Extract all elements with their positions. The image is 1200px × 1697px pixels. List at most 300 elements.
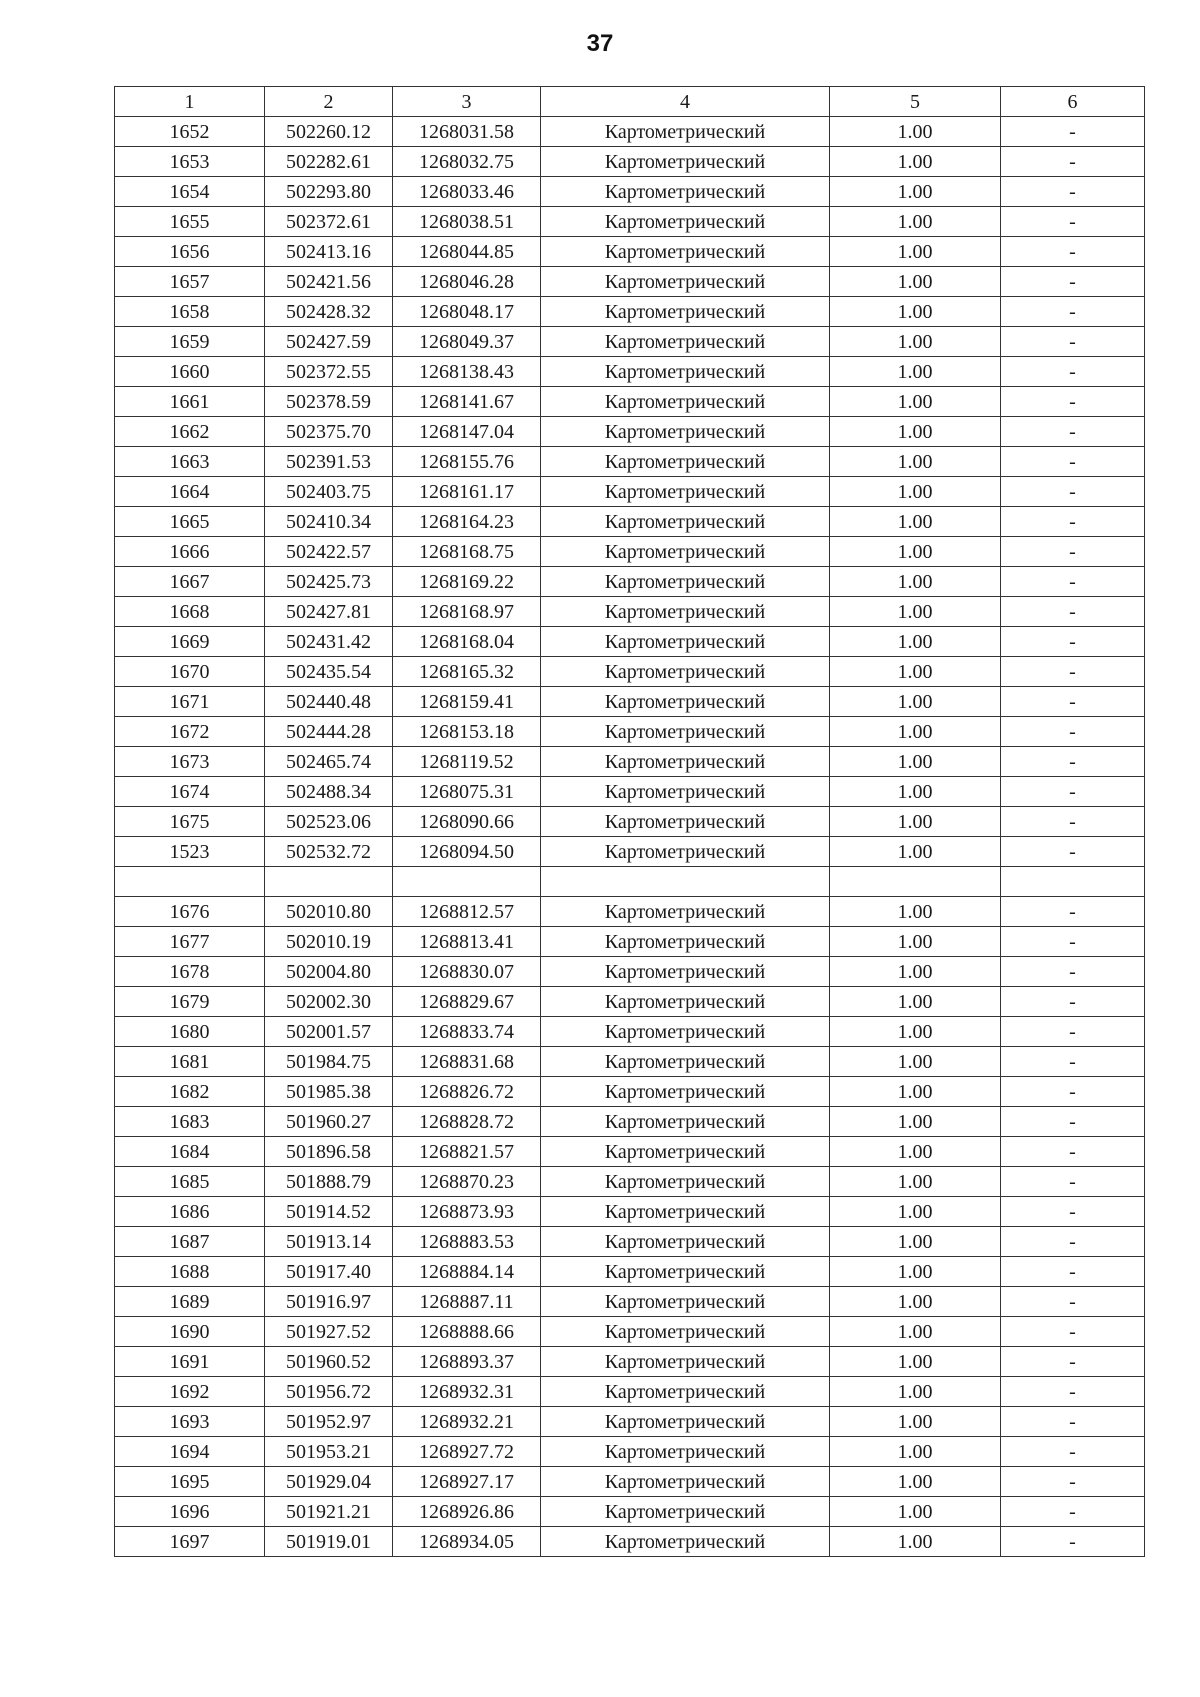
- x-coordinate-cell: 502378.59: [265, 387, 393, 417]
- x-coordinate-cell: 501919.01: [265, 1527, 393, 1557]
- table-row: [115, 447, 1145, 477]
- point-number-cell: 1667: [115, 567, 265, 597]
- note-cell: -: [1001, 927, 1145, 957]
- accuracy-cell: 1.00: [830, 957, 1001, 987]
- table-row: [115, 357, 1145, 387]
- note-cell: -: [1001, 687, 1145, 717]
- y-coordinate-cell: 1268046.28: [393, 267, 541, 297]
- note-cell: -: [1001, 747, 1145, 777]
- note-cell: -: [1001, 627, 1145, 657]
- method-cell: Картометрический: [541, 417, 830, 447]
- point-number-cell: 1677: [115, 927, 265, 957]
- note-cell: -: [1001, 1047, 1145, 1077]
- accuracy-cell: 1.00: [830, 267, 1001, 297]
- method-cell: Картометрический: [541, 1257, 830, 1287]
- accuracy-cell: 1.00: [830, 1287, 1001, 1317]
- x-coordinate-cell: 502004.80: [265, 957, 393, 987]
- method-cell: Картометрический: [541, 177, 830, 207]
- y-coordinate-cell: 1268153.18: [393, 717, 541, 747]
- table-row: [115, 297, 1145, 327]
- table-row: [115, 477, 1145, 507]
- column-header-2: 2: [265, 87, 393, 117]
- column-header-4: 4: [541, 87, 830, 117]
- note-cell: -: [1001, 957, 1145, 987]
- note-cell: -: [1001, 147, 1145, 177]
- note-cell: -: [1001, 1137, 1145, 1167]
- accuracy-cell: 1.00: [830, 177, 1001, 207]
- x-coordinate-cell: 501984.75: [265, 1047, 393, 1077]
- table-row: [115, 1197, 1145, 1227]
- table-row: [115, 1347, 1145, 1377]
- table-row: [115, 1167, 1145, 1197]
- accuracy-cell: 1.00: [830, 1347, 1001, 1377]
- accuracy-cell: 1.00: [830, 597, 1001, 627]
- method-cell: Картометрический: [541, 1197, 830, 1227]
- table-row: [115, 747, 1145, 777]
- y-coordinate-cell: 1268075.31: [393, 777, 541, 807]
- y-coordinate-cell: 1268883.53: [393, 1227, 541, 1257]
- point-number-cell: 1523: [115, 837, 265, 867]
- x-coordinate-cell: 501913.14: [265, 1227, 393, 1257]
- note-cell: [1001, 867, 1145, 897]
- accuracy-cell: 1.00: [830, 717, 1001, 747]
- method-cell: Картометрический: [541, 537, 830, 567]
- method-cell: Картометрический: [541, 777, 830, 807]
- y-coordinate-cell: 1268031.58: [393, 117, 541, 147]
- y-coordinate-cell: 1268168.75: [393, 537, 541, 567]
- note-cell: -: [1001, 1287, 1145, 1317]
- accuracy-cell: 1.00: [830, 537, 1001, 567]
- accuracy-cell: 1.00: [830, 987, 1001, 1017]
- accuracy-cell: 1.00: [830, 447, 1001, 477]
- y-coordinate-cell: 1268888.66: [393, 1317, 541, 1347]
- x-coordinate-cell: 502372.55: [265, 357, 393, 387]
- y-coordinate-cell: 1268927.17: [393, 1467, 541, 1497]
- table-row: [115, 147, 1145, 177]
- x-coordinate-cell: 502488.34: [265, 777, 393, 807]
- accuracy-cell: 1.00: [830, 897, 1001, 927]
- y-coordinate-cell: 1268147.04: [393, 417, 541, 447]
- method-cell: Картометрический: [541, 387, 830, 417]
- note-cell: -: [1001, 1497, 1145, 1527]
- method-cell: Картометрический: [541, 597, 830, 627]
- y-coordinate-cell: 1268169.22: [393, 567, 541, 597]
- accuracy-cell: 1.00: [830, 1437, 1001, 1467]
- table-row: [115, 1437, 1145, 1467]
- x-coordinate-cell: 502422.57: [265, 537, 393, 567]
- note-cell: -: [1001, 1017, 1145, 1047]
- table-header-row: [115, 87, 1145, 117]
- note-cell: -: [1001, 117, 1145, 147]
- accuracy-cell: 1.00: [830, 1107, 1001, 1137]
- point-number-cell: 1680: [115, 1017, 265, 1047]
- note-cell: -: [1001, 1377, 1145, 1407]
- note-cell: -: [1001, 387, 1145, 417]
- table-row: [115, 897, 1145, 927]
- point-number-cell: 1665: [115, 507, 265, 537]
- note-cell: -: [1001, 807, 1145, 837]
- accuracy-cell: 1.00: [830, 387, 1001, 417]
- y-coordinate-cell: 1268934.05: [393, 1527, 541, 1557]
- method-cell: Картометрический: [541, 1407, 830, 1437]
- table-row: [115, 1077, 1145, 1107]
- note-cell: -: [1001, 297, 1145, 327]
- table-row: [115, 267, 1145, 297]
- accuracy-cell: 1.00: [830, 1197, 1001, 1227]
- column-header-5: 5: [830, 87, 1001, 117]
- y-coordinate-cell: 1268873.93: [393, 1197, 541, 1227]
- point-number-cell: 1697: [115, 1527, 265, 1557]
- accuracy-cell: 1.00: [830, 657, 1001, 687]
- x-coordinate-cell: 501916.97: [265, 1287, 393, 1317]
- x-coordinate-cell: 502001.57: [265, 1017, 393, 1047]
- accuracy-cell: 1.00: [830, 627, 1001, 657]
- accuracy-cell: 1.00: [830, 1467, 1001, 1497]
- y-coordinate-cell: 1268870.23: [393, 1167, 541, 1197]
- table-row: [115, 957, 1145, 987]
- y-coordinate-cell: 1268141.67: [393, 387, 541, 417]
- table-row: [115, 1227, 1145, 1257]
- note-cell: -: [1001, 507, 1145, 537]
- point-number-cell: 1689: [115, 1287, 265, 1317]
- y-coordinate-cell: 1268168.97: [393, 597, 541, 627]
- accuracy-cell: 1.00: [830, 1497, 1001, 1527]
- method-cell: Картометрический: [541, 1107, 830, 1137]
- point-number-cell: 1657: [115, 267, 265, 297]
- method-cell: Картометрический: [541, 1317, 830, 1347]
- point-number-cell: 1672: [115, 717, 265, 747]
- point-number-cell: 1688: [115, 1257, 265, 1287]
- accuracy-cell: [830, 867, 1001, 897]
- accuracy-cell: 1.00: [830, 1227, 1001, 1257]
- accuracy-cell: 1.00: [830, 357, 1001, 387]
- note-cell: -: [1001, 1197, 1145, 1227]
- table-row: [115, 1047, 1145, 1077]
- accuracy-cell: 1.00: [830, 1377, 1001, 1407]
- method-cell: Картометрический: [541, 987, 830, 1017]
- method-cell: Картометрический: [541, 1137, 830, 1167]
- accuracy-cell: 1.00: [830, 747, 1001, 777]
- point-number-cell: 1662: [115, 417, 265, 447]
- y-coordinate-cell: 1268090.66: [393, 807, 541, 837]
- x-coordinate-cell: 501917.40: [265, 1257, 393, 1287]
- table-row: [115, 987, 1145, 1017]
- note-cell: -: [1001, 837, 1145, 867]
- y-coordinate-cell: 1268812.57: [393, 897, 541, 927]
- table-row: [115, 927, 1145, 957]
- x-coordinate-cell: 501960.27: [265, 1107, 393, 1137]
- table-row: [115, 1497, 1145, 1527]
- point-number-cell: 1687: [115, 1227, 265, 1257]
- method-cell: Картометрический: [541, 687, 830, 717]
- point-number-cell: 1675: [115, 807, 265, 837]
- accuracy-cell: 1.00: [830, 1257, 1001, 1287]
- note-cell: -: [1001, 567, 1145, 597]
- note-cell: -: [1001, 417, 1145, 447]
- x-coordinate-cell: 501929.04: [265, 1467, 393, 1497]
- x-coordinate-cell: 501952.97: [265, 1407, 393, 1437]
- table-row: [115, 117, 1145, 147]
- note-cell: -: [1001, 1107, 1145, 1137]
- method-cell: Картометрический: [541, 1227, 830, 1257]
- accuracy-cell: 1.00: [830, 1017, 1001, 1047]
- point-number-cell: 1669: [115, 627, 265, 657]
- accuracy-cell: 1.00: [830, 807, 1001, 837]
- table-row: [115, 567, 1145, 597]
- x-coordinate-cell: 501914.52: [265, 1197, 393, 1227]
- method-cell: Картометрический: [541, 567, 830, 597]
- point-number-cell: 1670: [115, 657, 265, 687]
- coordinates-table: [114, 86, 1145, 1557]
- note-cell: -: [1001, 1437, 1145, 1467]
- table-row: [115, 507, 1145, 537]
- x-coordinate-cell: 501956.72: [265, 1377, 393, 1407]
- accuracy-cell: 1.00: [830, 297, 1001, 327]
- method-cell: Картометрический: [541, 477, 830, 507]
- point-number-cell: 1694: [115, 1437, 265, 1467]
- y-coordinate-cell: 1268161.17: [393, 477, 541, 507]
- x-coordinate-cell: 501960.52: [265, 1347, 393, 1377]
- point-number-cell: 1685: [115, 1167, 265, 1197]
- point-number-cell: 1668: [115, 597, 265, 627]
- method-cell: Картометрический: [541, 1047, 830, 1077]
- accuracy-cell: 1.00: [830, 927, 1001, 957]
- y-coordinate-cell: 1268828.72: [393, 1107, 541, 1137]
- y-coordinate-cell: 1268155.76: [393, 447, 541, 477]
- x-coordinate-cell: 501953.21: [265, 1437, 393, 1467]
- x-coordinate-cell: 502260.12: [265, 117, 393, 147]
- y-coordinate-cell: 1268048.17: [393, 297, 541, 327]
- y-coordinate-cell: 1268138.43: [393, 357, 541, 387]
- table-row: [115, 387, 1145, 417]
- x-coordinate-cell: 502413.16: [265, 237, 393, 267]
- point-number-cell: 1681: [115, 1047, 265, 1077]
- method-cell: Картометрический: [541, 1167, 830, 1197]
- x-coordinate-cell: 502372.61: [265, 207, 393, 237]
- table-row: [115, 627, 1145, 657]
- table-row: [115, 177, 1145, 207]
- x-coordinate-cell: 502440.48: [265, 687, 393, 717]
- point-number-cell: 1652: [115, 117, 265, 147]
- method-cell: Картометрический: [541, 117, 830, 147]
- y-coordinate-cell: 1268159.41: [393, 687, 541, 717]
- accuracy-cell: 1.00: [830, 117, 1001, 147]
- method-cell: Картометрический: [541, 1017, 830, 1047]
- accuracy-cell: 1.00: [830, 687, 1001, 717]
- accuracy-cell: 1.00: [830, 1047, 1001, 1077]
- table-row: [115, 807, 1145, 837]
- x-coordinate-cell: 502375.70: [265, 417, 393, 447]
- table-row: [115, 417, 1145, 447]
- method-cell: Картометрический: [541, 147, 830, 177]
- x-coordinate-cell: 501888.79: [265, 1167, 393, 1197]
- point-number-cell: 1696: [115, 1497, 265, 1527]
- accuracy-cell: 1.00: [830, 1527, 1001, 1557]
- x-coordinate-cell: 502010.19: [265, 927, 393, 957]
- x-coordinate-cell: 502444.28: [265, 717, 393, 747]
- y-coordinate-cell: [393, 867, 541, 897]
- table-row: [115, 1467, 1145, 1497]
- x-coordinate-cell: 502428.32: [265, 297, 393, 327]
- note-cell: -: [1001, 1527, 1145, 1557]
- y-coordinate-cell: 1268044.85: [393, 237, 541, 267]
- note-cell: -: [1001, 897, 1145, 927]
- x-coordinate-cell: 502403.75: [265, 477, 393, 507]
- y-coordinate-cell: 1268826.72: [393, 1077, 541, 1107]
- table-row: [115, 537, 1145, 567]
- accuracy-cell: 1.00: [830, 507, 1001, 537]
- page-number: 37: [586, 30, 614, 57]
- method-cell: Картометрический: [541, 267, 830, 297]
- method-cell: Картометрический: [541, 1077, 830, 1107]
- y-coordinate-cell: 1268831.68: [393, 1047, 541, 1077]
- point-number-cell: 1653: [115, 147, 265, 177]
- method-cell: Картометрический: [541, 1497, 830, 1527]
- method-cell: Картометрический: [541, 1527, 830, 1557]
- note-cell: -: [1001, 477, 1145, 507]
- x-coordinate-cell: 502421.56: [265, 267, 393, 297]
- note-cell: -: [1001, 1317, 1145, 1347]
- method-cell: Картометрический: [541, 237, 830, 267]
- method-cell: Картометрический: [541, 717, 830, 747]
- point-number-cell: 1693: [115, 1407, 265, 1437]
- x-coordinate-cell: 501985.38: [265, 1077, 393, 1107]
- x-coordinate-cell: 502010.80: [265, 897, 393, 927]
- accuracy-cell: 1.00: [830, 1407, 1001, 1437]
- y-coordinate-cell: 1268813.41: [393, 927, 541, 957]
- y-coordinate-cell: 1268927.72: [393, 1437, 541, 1467]
- accuracy-cell: 1.00: [830, 417, 1001, 447]
- table-row: [115, 1287, 1145, 1317]
- point-number-cell: 1679: [115, 987, 265, 1017]
- table-row: [115, 207, 1145, 237]
- point-number-cell: 1663: [115, 447, 265, 477]
- table-row: [115, 327, 1145, 357]
- accuracy-cell: 1.00: [830, 1077, 1001, 1107]
- accuracy-cell: 1.00: [830, 567, 1001, 597]
- y-coordinate-cell: 1268833.74: [393, 1017, 541, 1047]
- method-cell: Картометрический: [541, 1347, 830, 1377]
- accuracy-cell: 1.00: [830, 237, 1001, 267]
- x-coordinate-cell: 501927.52: [265, 1317, 393, 1347]
- note-cell: -: [1001, 537, 1145, 567]
- y-coordinate-cell: 1268830.07: [393, 957, 541, 987]
- y-coordinate-cell: 1268893.37: [393, 1347, 541, 1377]
- y-coordinate-cell: 1268884.14: [393, 1257, 541, 1287]
- note-cell: -: [1001, 1407, 1145, 1437]
- method-cell: Картометрический: [541, 327, 830, 357]
- method-cell: Картометрический: [541, 657, 830, 687]
- table-row: [115, 1377, 1145, 1407]
- method-cell: Картометрический: [541, 1437, 830, 1467]
- method-cell: Картометрический: [541, 627, 830, 657]
- method-cell: Картометрический: [541, 1467, 830, 1497]
- method-cell: Картометрический: [541, 207, 830, 237]
- point-number-cell: 1682: [115, 1077, 265, 1107]
- table-row: [115, 867, 1145, 897]
- point-number-cell: 1656: [115, 237, 265, 267]
- note-cell: -: [1001, 1227, 1145, 1257]
- point-number-cell: 1661: [115, 387, 265, 417]
- method-cell: Картометрический: [541, 807, 830, 837]
- x-coordinate-cell: 502282.61: [265, 147, 393, 177]
- method-cell: Картометрический: [541, 957, 830, 987]
- accuracy-cell: 1.00: [830, 777, 1001, 807]
- note-cell: -: [1001, 987, 1145, 1017]
- point-number-cell: 1660: [115, 357, 265, 387]
- x-coordinate-cell: 502465.74: [265, 747, 393, 777]
- note-cell: -: [1001, 1347, 1145, 1377]
- table-row: [115, 837, 1145, 867]
- x-coordinate-cell: 502425.73: [265, 567, 393, 597]
- point-number-cell: [115, 867, 265, 897]
- y-coordinate-cell: 1268821.57: [393, 1137, 541, 1167]
- method-cell: Картометрический: [541, 747, 830, 777]
- table-row: [115, 687, 1145, 717]
- method-cell: Картометрический: [541, 837, 830, 867]
- table-row: [115, 1257, 1145, 1287]
- table-row: [115, 1317, 1145, 1347]
- method-cell: [541, 867, 830, 897]
- note-cell: -: [1001, 177, 1145, 207]
- y-coordinate-cell: 1268164.23: [393, 507, 541, 537]
- table-row: [115, 237, 1145, 267]
- point-number-cell: 1654: [115, 177, 265, 207]
- table-row: [115, 717, 1145, 747]
- point-number-cell: 1676: [115, 897, 265, 927]
- table-row: [115, 1107, 1145, 1137]
- x-coordinate-cell: 502391.53: [265, 447, 393, 477]
- column-header-1: 1: [115, 87, 265, 117]
- y-coordinate-cell: 1268038.51: [393, 207, 541, 237]
- accuracy-cell: 1.00: [830, 1317, 1001, 1347]
- point-number-cell: 1684: [115, 1137, 265, 1167]
- note-cell: -: [1001, 447, 1145, 477]
- x-coordinate-cell: 502293.80: [265, 177, 393, 207]
- point-number-cell: 1671: [115, 687, 265, 717]
- accuracy-cell: 1.00: [830, 477, 1001, 507]
- y-coordinate-cell: 1268032.75: [393, 147, 541, 177]
- y-coordinate-cell: 1268049.37: [393, 327, 541, 357]
- table-row: [115, 777, 1145, 807]
- x-coordinate-cell: [265, 867, 393, 897]
- table-row: [115, 597, 1145, 627]
- table-row: [115, 1527, 1145, 1557]
- method-cell: Картометрический: [541, 297, 830, 327]
- y-coordinate-cell: 1268094.50: [393, 837, 541, 867]
- note-cell: -: [1001, 267, 1145, 297]
- x-coordinate-cell: 502002.30: [265, 987, 393, 1017]
- point-number-cell: 1659: [115, 327, 265, 357]
- x-coordinate-cell: 502427.81: [265, 597, 393, 627]
- note-cell: -: [1001, 657, 1145, 687]
- x-coordinate-cell: 501896.58: [265, 1137, 393, 1167]
- table-row: [115, 657, 1145, 687]
- table-row: [115, 1137, 1145, 1167]
- note-cell: -: [1001, 327, 1145, 357]
- x-coordinate-cell: 502435.54: [265, 657, 393, 687]
- table-row: [115, 1017, 1145, 1047]
- x-coordinate-cell: 502427.59: [265, 327, 393, 357]
- y-coordinate-cell: 1268168.04: [393, 627, 541, 657]
- note-cell: -: [1001, 597, 1145, 627]
- x-coordinate-cell: 502523.06: [265, 807, 393, 837]
- point-number-cell: 1678: [115, 957, 265, 987]
- note-cell: -: [1001, 237, 1145, 267]
- point-number-cell: 1695: [115, 1467, 265, 1497]
- table-row: [115, 1407, 1145, 1437]
- method-cell: Картометрический: [541, 897, 830, 927]
